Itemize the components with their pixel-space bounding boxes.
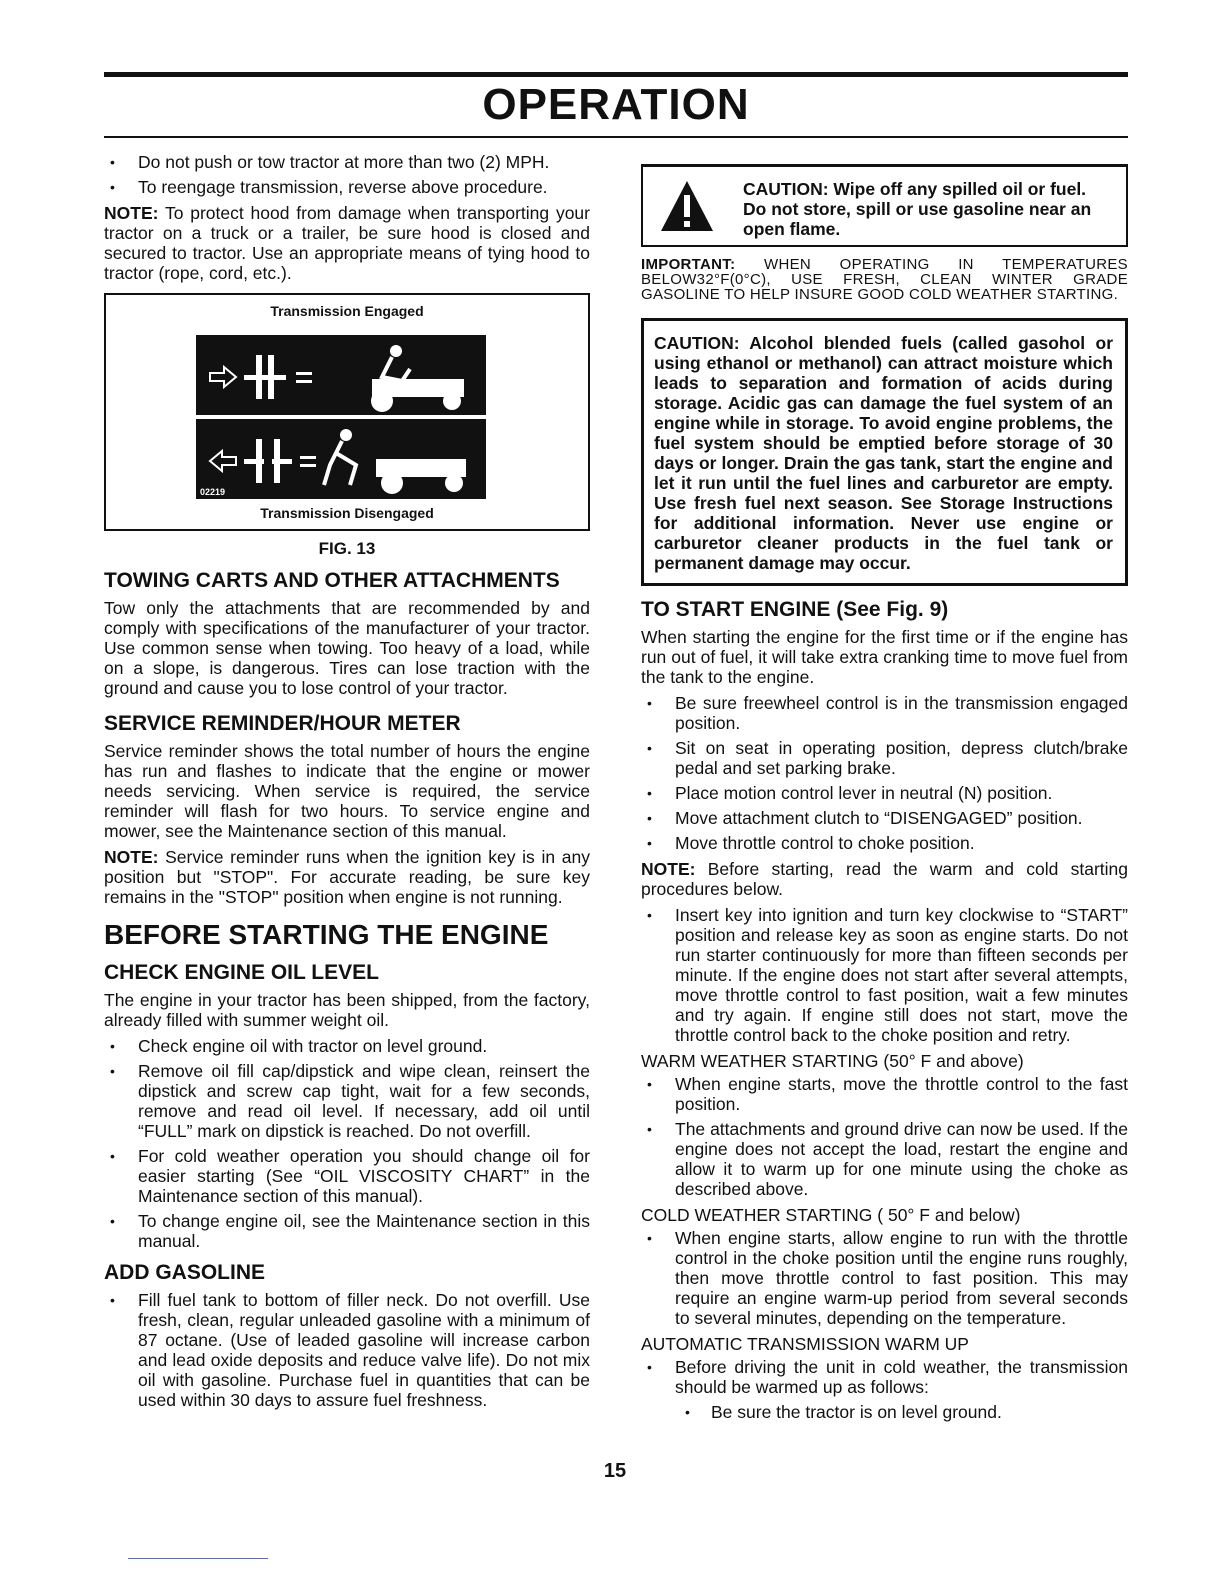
section-heading-oil: CHECK ENGINE OIL LEVEL <box>104 961 379 984</box>
list-item: • Remove oil fill cap/dipstick and wipe clean, reinsert the dipstick and screw cap tight, wait for a few seconds, remove and read oil level. If necessary, add oil until “FULL” mark on dipstick is reached. Do not overfill. <box>104 1061 590 1141</box>
auto-sub-bullets <box>641 1402 1128 1422</box>
list-item: • Do not push or tow tractor at more than two (2) MPH. <box>104 152 590 172</box>
note-text: Before starting, read the warm and cold starting procedures below. <box>641 859 1128 899</box>
note-hood <box>104 203 590 283</box>
service-text: Service reminder shows the total number of hours the engine has run and flashes to indicate that the engine or mower needs servicing. When service is required, the service reminder will flash for two hours. To service engine and mower, see the Maintenance section of this manual. <box>104 741 590 841</box>
list-item: • The attachments and ground drive can now be used. If the engine does not accept the load, restart the engine and allow it to warm up for one minute using the choke as described above. <box>641 1119 1128 1199</box>
important-text: WHEN OPERATING IN TEMPERATURES BELOW32°F(0°C), USE FRESH, CLEAN WINTER GRADE GASOLINE TO HELP INSURE GOOD COLD WEATHER STARTING. <box>641 256 1128 303</box>
start-text: When starting the engine for the first time or if the engine has run out of fuel, it will take extra cranking time to move fuel from the tank to the engine. <box>641 627 1128 687</box>
figure-top-label: Transmission Engaged <box>270 303 424 319</box>
note-label: NOTE: <box>641 859 696 879</box>
important-label: IMPORTANT: <box>641 256 736 273</box>
towing-text: Tow only the attachments that are recommended by and comply with specifications of the manufacturer of your tractor. Use common sense when towing. Too heavy of a load, while on a slope, is dangerous. Tires can lose traction with the ground and cause you to lose control of your tractor. <box>104 598 590 698</box>
right-column <box>641 158 1128 1428</box>
ignition-bullets <box>641 905 1128 1045</box>
warning-icon <box>659 179 715 233</box>
subheading-cold-weather: COLD WEATHER STARTING ( 50° F and below) <box>641 1205 1021 1225</box>
start-bullets <box>641 693 1128 853</box>
list-item: • Be sure the tractor is on level ground. <box>641 1402 1128 1422</box>
figure-code: 02219 <box>200 487 226 497</box>
section-heading-before-starting: BEFORE STARTING THE ENGINE <box>104 919 549 950</box>
list-item: • Before driving the unit in cold weather, the transmission should be warmed up as follows: <box>641 1357 1128 1397</box>
important-note <box>641 257 1128 302</box>
auto-bullets <box>641 1357 1128 1397</box>
caution-text: CAUTION: Wipe off any spilled oil or fuel. Do not store, spill or use gasoline near an open flame. <box>743 179 1092 239</box>
caution-box-alcohol: CAUTION: Alcohol blended fuels (called gasohol or using ethanol or methanol) can attract moisture which leads to separation and formation of acids during storage. Acidic gas can damage the fuel system of an engine while in storage. To avoid engine problems, the fuel system should be emptied before storage of 30 days or longer. Drain the gas tank, start the engine and let it run until the fuel lines and carburetor are empty. Use fresh fuel next season. See Storage Instructions for additional information. Never use engine or carburetor cleaner products in the fuel tank or permanent damage may occur. <box>641 318 1128 586</box>
note-service <box>104 847 590 907</box>
list-item: • When engine starts, move the throttle control to the fast position. <box>641 1074 1128 1114</box>
list-item: • Fill fuel tank to bottom of filler neck. Do not overfill. Use fresh, clean, regular unleaded gasoline with a minimum of 87 octane. (Use of leaded gasoline will increase carbon and lead oxide deposits and reduce valve life). Do not mix oil with gasoline. Purchase fuel in quantities that can be used within 30 days to assure fuel freshness. <box>104 1290 590 1410</box>
gas-bullets <box>104 1290 590 1410</box>
note-starting <box>641 859 1128 899</box>
list-item: • Place motion control lever in neutral (N) position. <box>641 783 1128 803</box>
note-label: NOTE: <box>104 203 159 223</box>
warm-bullets <box>641 1074 1128 1199</box>
list-item: • To reengage transmission, reverse above procedure. <box>104 177 590 197</box>
subheading-warm-weather: WARM WEATHER STARTING (50° F and above) <box>641 1051 1024 1071</box>
page-number: 15 <box>603 1460 627 1482</box>
left-column <box>104 152 590 1416</box>
oil-bullets <box>104 1036 590 1251</box>
figure-caption: FIG. 13 <box>318 539 376 558</box>
list-item: • Sit on seat in operating position, depress clutch/brake pedal and set parking brake. <box>641 738 1128 778</box>
note-text: To protect hood from damage when transporting your tractor on a truck or a trailer, be sure hood is closed and secured to tractor. Use an appropriate means of tying hood to tractor (rope, cord, etc.). <box>104 203 590 283</box>
top-rule <box>104 72 1128 77</box>
note-text: Service reminder runs when the ignition key is in any position but "STOP". For accurate reading, be sure key remains in the "STOP" position when engine is not running. <box>104 847 590 907</box>
list-item: • Be sure freewheel control is in the transmission engaged position. <box>641 693 1128 733</box>
footer-divider <box>128 1558 268 1559</box>
section-heading-start-engine: TO START ENGINE (See Fig. 9) <box>641 598 949 621</box>
section-heading-towing: TOWING CARTS AND OTHER ATTACHMENTS <box>104 569 560 592</box>
list-item: • Check engine oil with tractor on level ground. <box>104 1036 590 1056</box>
tow-bullets <box>104 152 590 197</box>
list-item: • Insert key into ignition and turn key clockwise to “START” position and release key as soon as engine starts. Do not run starter continuously for more than fifteen seconds per minute. If the engine does not start after several attempts, move throttle control to fast position, wait a few minutes and try again. If engine still does not start, move the throttle control back to the choke position and retry. <box>641 905 1128 1045</box>
list-item: • Move attachment clutch to “DISENGAGED” position. <box>641 808 1128 828</box>
list-item: • Move throttle control to choke position. <box>641 833 1128 853</box>
caution-box-fuel <box>641 164 1128 247</box>
oil-text: The engine in your tractor has been shipped, from the factory, already filled with summer weight oil. <box>104 990 590 1030</box>
figure-13 <box>104 293 590 531</box>
section-heading-service: SERVICE REMINDER/HOUR METER <box>104 712 461 735</box>
list-item: • For cold weather operation you should change oil for easier starting (See “OIL VISCOSITY CHART” in the Maintenance section of this manual). <box>104 1146 590 1206</box>
cold-bullets <box>641 1228 1128 1328</box>
transmission-diagram <box>196 335 486 499</box>
subheading-transmission-warmup: AUTOMATIC TRANSMISSION WARM UP <box>641 1334 969 1354</box>
title-rule <box>104 136 1128 138</box>
list-item: • When engine starts, allow engine to run with the throttle control in the choke position until the engine runs roughly, then move throttle control to fast position. This may require an engine warm-up period from several seconds to several minutes, depending on the temperature. <box>641 1228 1128 1328</box>
list-item: • To change engine oil, see the Maintenance section in this manual. <box>104 1211 590 1251</box>
page-title: OPERATION <box>482 80 750 129</box>
figure-bottom-label: Transmission Disengaged <box>260 505 434 521</box>
section-heading-gasoline: ADD GASOLINE <box>104 1261 266 1284</box>
note-label: NOTE: <box>104 847 159 867</box>
